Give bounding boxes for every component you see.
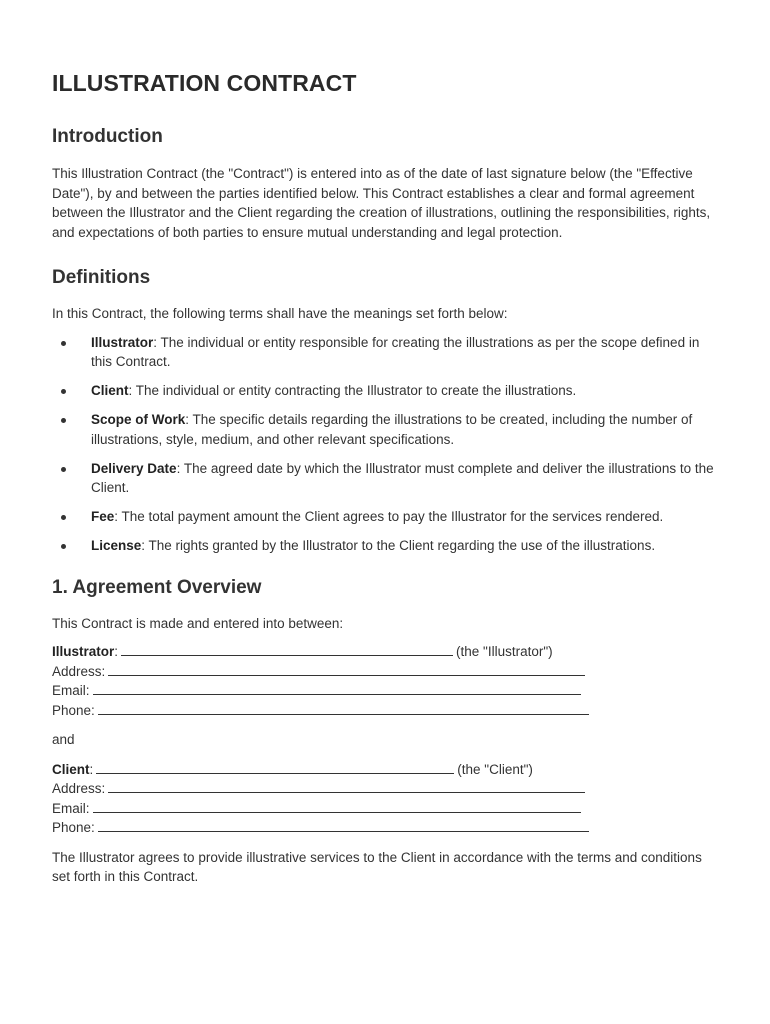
client-name-line: Client: (the "Client") bbox=[52, 761, 533, 777]
definition-text: : The rights granted by the Illustrator to the Client regarding the use of the illustrations. bbox=[141, 538, 656, 553]
agreement-lead: This Contract is made and entered into between: bbox=[52, 615, 344, 631]
agreement-heading: 1. Agreement Overview bbox=[52, 576, 262, 598]
definitions-list bbox=[52, 333, 720, 556]
definition-term: Client bbox=[91, 383, 129, 398]
client-email-blank[interactable] bbox=[93, 799, 581, 813]
definition-text: : The total payment amount the Client agrees to pay the Illustrator for the services rendered. bbox=[114, 509, 664, 524]
client-label: Client bbox=[52, 761, 90, 777]
client-address-blank[interactable] bbox=[108, 779, 585, 793]
bullet-icon bbox=[61, 515, 66, 520]
definition-item bbox=[52, 459, 720, 498]
client-suffix: (the "Client") bbox=[457, 761, 533, 777]
bullet-icon bbox=[61, 418, 66, 423]
phone-label: Phone: bbox=[52, 820, 95, 835]
definition-item bbox=[52, 333, 720, 372]
illustrator-phone-blank[interactable] bbox=[98, 701, 589, 715]
definition-term: Illustrator bbox=[91, 334, 154, 350]
contract-body bbox=[52, 70, 720, 887]
definition-text: : The individual or entity contracting the Illustrator to create the illustrations. bbox=[128, 383, 577, 398]
definition-item bbox=[52, 381, 720, 401]
document-title: ILLUSTRATION CONTRACT bbox=[52, 70, 357, 96]
illustrator-address-line bbox=[52, 662, 720, 682]
definition-term: Fee bbox=[91, 509, 115, 524]
phone-label: Phone: bbox=[52, 702, 95, 718]
address-label: Address: bbox=[52, 663, 106, 679]
client-phone-blank[interactable] bbox=[98, 818, 589, 832]
definition-item bbox=[52, 536, 720, 556]
definition-item bbox=[52, 507, 720, 527]
illustrator-fields bbox=[52, 642, 720, 720]
bullet-icon bbox=[61, 389, 66, 394]
illustrator-email-blank[interactable] bbox=[93, 681, 581, 695]
bullet-icon bbox=[61, 467, 66, 472]
client-name-blank[interactable] bbox=[96, 760, 454, 774]
illustrator-name-blank[interactable] bbox=[121, 642, 453, 656]
illustrator-phone-line bbox=[52, 701, 720, 721]
bullet-icon bbox=[61, 544, 66, 549]
illustrator-address-blank[interactable] bbox=[108, 662, 585, 676]
definition-term: Delivery Date bbox=[91, 460, 177, 476]
definition-term: License bbox=[91, 538, 142, 553]
illustrator-label: Illustrator bbox=[52, 644, 115, 659]
closing-paragraph: The Illustrator agrees to provide illustrative services to the Client in accordance with the terms and conditions set forth in this Contract. bbox=[52, 849, 702, 884]
bullet-icon bbox=[61, 341, 66, 346]
definition-item bbox=[52, 410, 720, 449]
definition-term: Scope of Work bbox=[91, 412, 186, 427]
illustrator-suffix: (the "Illustrator") bbox=[456, 644, 553, 659]
email-label: Email: bbox=[52, 800, 90, 816]
client-address-line bbox=[52, 779, 720, 799]
introduction-paragraph: This Illustration Contract (the "Contract") is entered into as of the date of last signature below (the "Effective Date"), by and between the parties identified below. This Contract establishes a clear and formal agreement between the Illustrator and the Client regarding the creation of illustrations, outlining the responsibilities, rights, and expectations of both parties to ensure mutual understanding and legal protection. bbox=[52, 166, 711, 240]
client-phone-line bbox=[52, 818, 720, 838]
address-label: Address: bbox=[52, 781, 106, 796]
and-text: and bbox=[52, 732, 75, 747]
email-label: Email: bbox=[52, 683, 90, 698]
definitions-heading: Definitions bbox=[52, 267, 151, 288]
definition-text: : The individual or entity responsible for creating the illustrations as per the scope defined in this Contract. bbox=[91, 334, 700, 369]
client-fields bbox=[52, 760, 720, 838]
client-email-line bbox=[52, 799, 720, 819]
definition-text: : The agreed date by which the Illustrator must complete and deliver the illustrations to the Client. bbox=[91, 460, 714, 495]
definition-text: : The specific details regarding the illustrations to be created, including the number of illustrations, style, medium, and other relevant specifications. bbox=[91, 412, 693, 447]
introduction-heading: Introduction bbox=[52, 126, 163, 147]
illustrator-name-line: Illustrator: (the "Illustrator") bbox=[52, 644, 553, 659]
definitions-lead: In this Contract, the following terms shall have the meanings set forth below: bbox=[52, 306, 508, 321]
illustrator-email-line bbox=[52, 681, 720, 701]
